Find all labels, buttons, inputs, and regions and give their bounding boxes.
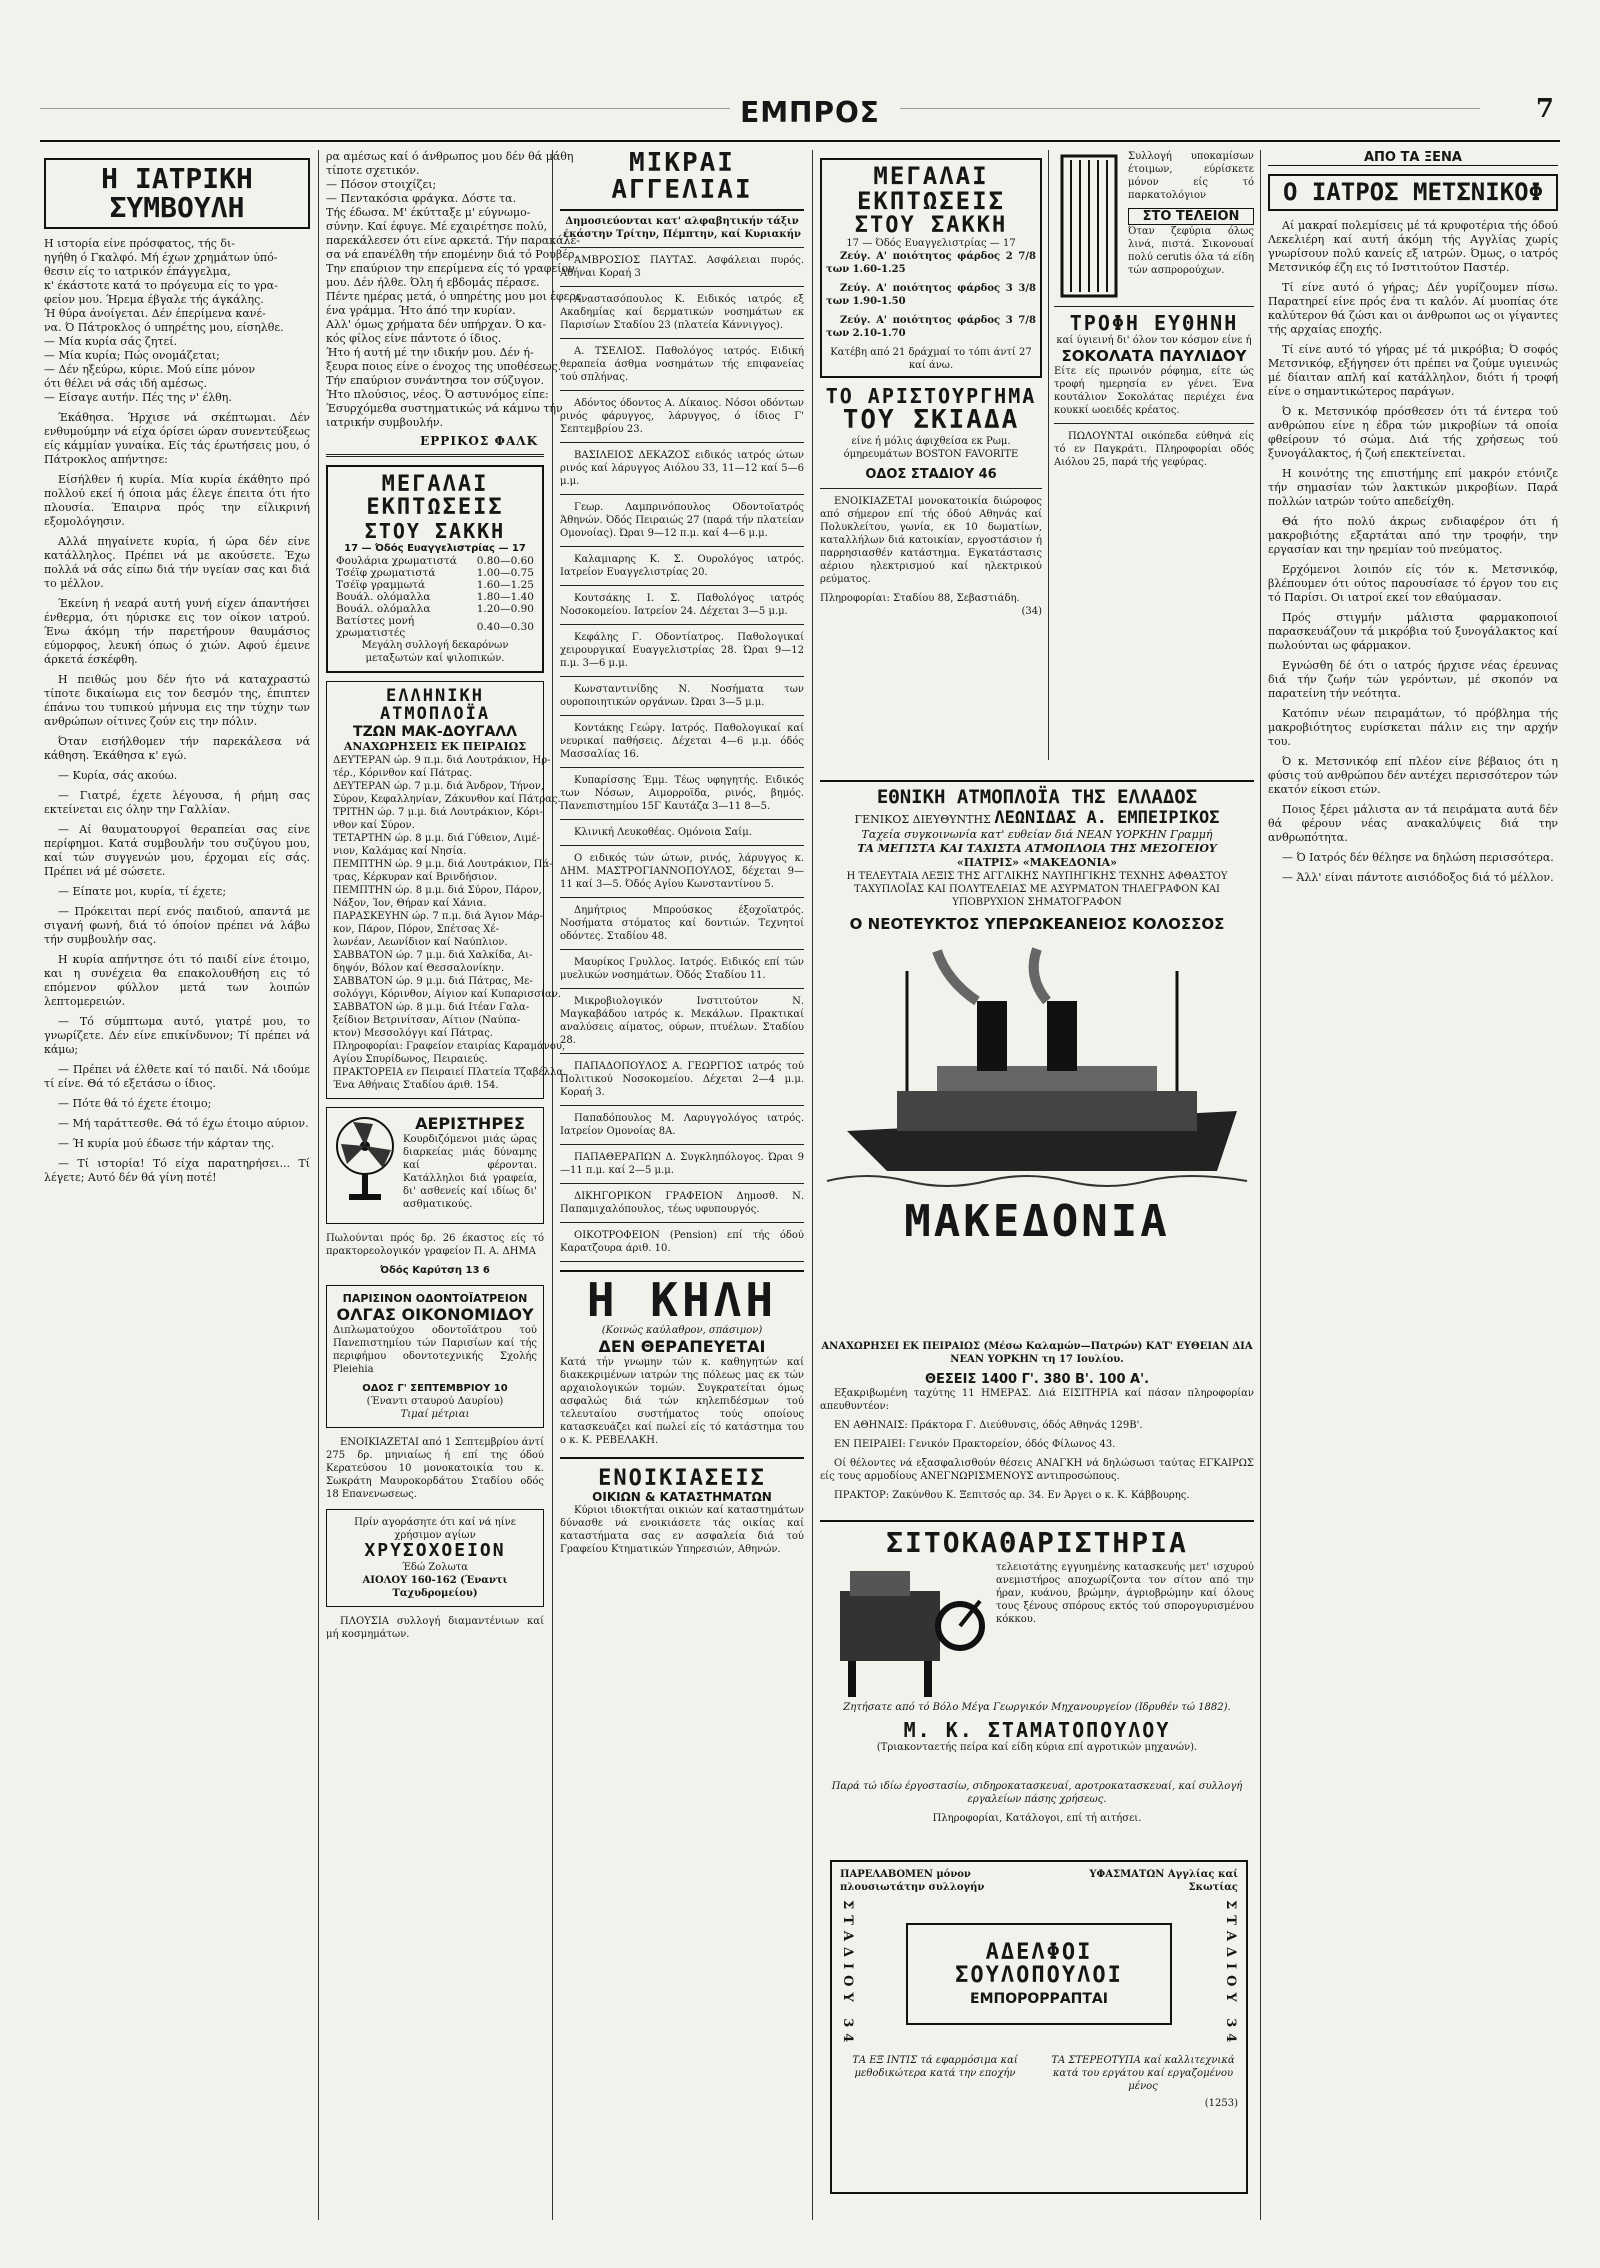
- newspaper-title: ΕΜΠΡΟΣ: [740, 96, 880, 129]
- schedule-line: ΤΡΙΤΗΝ ώρ. 7 μ.μ. διά Λουτράκιον, Κόρι-: [333, 806, 543, 818]
- classified-ad: ΟΙΚΟΤΡΟΦΕΙΟΝ (Pension) επί τής όδού Καρατζουρα άριθ. 10.: [560, 1229, 804, 1254]
- text-line: — Μία κυρία; Πώς ονομάζεται;: [44, 348, 220, 362]
- schedule-line: τρας, Κέρκυραν καί Βρινδήσιον.: [333, 871, 498, 883]
- medical-advice-heading: Η ΙΑΤΡΙΚΗ ΣΥΜΒΟΥΛΗ: [101, 162, 253, 225]
- hernia-ad-cure: ΔΕΝ ΘΕΡΑΠΕΥΕΤΑΙ: [598, 1336, 766, 1356]
- paragraph: — Άλλ' είναι πάντοτε αισιόδοξος διά τό μέλλον.: [1282, 871, 1554, 885]
- masthead: [40, 96, 1560, 142]
- text-line: φείον μου. Ήρεμα έβγαλε τής άγκάλης.: [44, 292, 264, 306]
- column-rule: [812, 150, 813, 2220]
- hernia-ad: [560, 1270, 804, 1459]
- text-line: Αλλ' όμως χρήματα δέν υπήρχαν. Ό κα-: [326, 318, 547, 331]
- schedule-line: κτον) Μεσσολόγγι καί Πάτρας.: [333, 1027, 493, 1039]
- classifieds-intro: Δημοσιεύονται κατ' αλφαβητικήν τάξιν έκάστην Τρίτην, Πέμπτην, καί Κυριακήν: [563, 215, 801, 240]
- fan-ad: [326, 1107, 544, 1224]
- masthead-rule-right: [900, 108, 1480, 109]
- steamship-detail: ΕΝ ΠΕΙΡΑΙΕΙ: Γενικόν Πρακτορείον, όδός Φίλωνος 43.: [834, 1439, 1116, 1450]
- schedule-line: σολόγγι, Κόρινθον, Αίγιον καί Κυπαρισσίαν.: [333, 988, 561, 1000]
- schedule-line: ΠΕΜΠΤΗΝ ώρ. 8 μ.μ. διά Σύρον, Πάρον,: [333, 884, 542, 896]
- classified-ad: Κουτσάκης Ι. Σ. Παθολόγος ιατρός Νοσοκομείου. Ιατρείον 24. Δέχεται 3—5 μ.μ.: [560, 592, 804, 617]
- column-two: [326, 150, 582, 2220]
- tailors-number: (1253): [1204, 2098, 1238, 2110]
- text-line: Την επαύριον την επερίμενα είς τό γραφείον: [326, 262, 575, 275]
- hernia-ad-text: Κατά τήν γνωμην τών κ. καθηγητών καί διακεκριμένων ιατρών της πόλεως μας εκ τών αρχαιολογικών τομών. Συγκρατείται όμως ασφαλώς διά τών κηλεπιδέσμων τού τελευταίου συστήματος τούς οποίους κατασκευάζει καί πωλεί είς τό κατάστημα του ο κ. Κ. ΡΕΒΕΛΑΚΗ.: [560, 1356, 804, 1446]
- schedule-line: Νάξον, Ίον, Θήραν καί Χάνια.: [333, 897, 487, 909]
- skiadas-title-2: ΤΟΥ ΣΚΙΑΔΑ: [842, 405, 1020, 436]
- price-item-price: 1.20—0.90: [476, 603, 534, 616]
- divider: [560, 1105, 804, 1106]
- classified-ad: Καλαμιαρης Κ. Σ. Ουρολόγος ιατρός. Ιατρείον Ευαγγελιστρίας 20.: [560, 553, 804, 578]
- text-line: σύνην. Καί έφυγε. Μέ εχαιρέτησε πολύ,: [326, 220, 548, 233]
- text-line: — Δέν ηξεύρω, κύριε. Μού είπε μόνον: [44, 362, 256, 376]
- tailors-name-box: [906, 1923, 1172, 2025]
- divider: [560, 546, 804, 547]
- house-rent-ad: ΕΝΟΙΚΙΑΖΕΤΑΙ μονοκατοικία διώροφος από σήμερον επί τής όδού Αθηνάς καί Πολυκλείτου, γωνία, εκ 10 δωματίων, καταλλήλων διά κατοικίαν, εργοστάσιον ή παρρησιασθέν κατάστημα. Εγκατάστασις αέριου ηλεκτρισμού καί ηλεκτρικού ρεύματος.: [820, 495, 1042, 585]
- steamship-line-1: ΤΑ ΜΕΓΙΣΤΑ ΚΑΙ ΤΑΧΙΣΤΑ ΑΤΜΟΠΛΟΙΑ ΤΗΣ ΜΕΣΟΓΕΙΟΥ: [857, 841, 1217, 855]
- schedule-line: Ένα Αθήναις Σταδίου άριθ. 154.: [333, 1079, 499, 1091]
- paragraph: Όταν εισήλθομεν τήν παρεκάλεσα νά κάθηση. Έκάθησα κ' εγώ.: [44, 734, 310, 762]
- classified-ad: Κεφάλης Γ. Οδοντίατρος. Παθολογικαί χειρουργικαί Ευαγγελιστρίας 28. Ώραι 9—12 π.μ. 3—6 μ.μ.: [560, 631, 804, 669]
- schedule-line: τέρ., Κόρινθον καί Πάτρας.: [333, 767, 473, 779]
- medical-advice-body: [44, 411, 310, 1185]
- price-item-name: Βατίστες μονή χρωματιστές: [336, 615, 415, 640]
- grain-cleaner-name: Μ. Κ. ΣΤΑΜΑΤΟΠΟΥΛΟΥ: [903, 1718, 1171, 1743]
- classified-ad: Κυπαρίσσης Έμμ. Τέως υφηγητής. Ειδικός των Νόσων, Αιμορροϊδα, ρινός, βημός. Πανεπιστημίου 15Γ Καυτάζα 3—11 8—5.: [560, 774, 804, 812]
- price-row: [334, 615, 536, 639]
- paragraph: Είσήλθεν ή κυρία. Μία κυρία έκάθητο πρό πολλού εκεί ή όποια μάς έλεγε έπειτα ότι ήτο πλουσία. Έπαιρνα πρός την είλικρινή εξομολόγησιν.: [44, 472, 310, 528]
- ship-illustration: [827, 941, 1247, 1191]
- national-steamship-ad: [820, 780, 1254, 1348]
- steamship-ships: «ΠΑΤΡΙΣ» «ΜΑΚΕΔΟΝΙΑ»: [956, 855, 1118, 869]
- dental-ad-address: ΟΔΟΣ Γ' ΣΕΠΤΕΜΒΡΙΟΥ 10: [362, 1382, 508, 1394]
- text-line: — Είσαγε αυτήν. Πές της ν' έλθη.: [44, 390, 232, 404]
- divider: [560, 1222, 804, 1223]
- sakkis-sale-footer-2: Κατέβη από 21 δράχμαί το τόπι άντί 27 καί άνω.: [830, 347, 1032, 372]
- steamship-departure: ΑΝΑΧΩΡΗΣΕΙ ΕΚ ΠΕΙΡΑΙΩΣ (Μέσω Καλαμών—Πατρών) ΚΑΤ' ΕΥΘΕΙΑΝ ΔΙΑ ΝΕΑΝ ΥΟΡΚΗΝ τη 17 Ιουλίου.: [821, 1341, 1253, 1365]
- column-medical-advice: [44, 150, 310, 2220]
- text-line: θεσιν είς το ιατρικόν έπάγγελμα,: [44, 264, 231, 278]
- sakkis-sale-items-2: [826, 250, 1036, 340]
- steamship-title: ΕΘΝΙΚΗ ΑΤΜΟΠΛΟΪΑ ΤΗΣ ΕΛΛΑΔΟΣ: [876, 786, 1198, 808]
- price-item-price: 1.00—0.75: [476, 567, 534, 580]
- dental-ad: [326, 1285, 544, 1428]
- sale-item: Ζεύγ. Α' ποιότητος φάρδος 2 7/8 των 1.60-1.25: [826, 251, 1036, 276]
- price-row: [334, 603, 536, 615]
- paragraph: Η πειθώς μου δέν ήτο νά καταχραστώ τίποτε δικαίωμα εις τον δεσμόν της, έπιπτεν έπάνω του τυπικού μήνυμα εις την τύχην των ανθρώπων οίτινες ζούν εις την πόλιν.: [44, 672, 310, 728]
- greek-steamship-title: ΕΛΛΗΝΙΚΗ ΑΤΜΟΠΛΟΪΑ: [379, 686, 491, 725]
- divider: [560, 897, 804, 898]
- paragraph: Ερχόμενοι λοιπόν είς τόν κ. Μετσνικόφ, βλέπουμεν ότι ούτος παρουσίασε τό έργον του εις τό Παρίσι. Οι ιατροί εκεί τον εθαύμασαν.: [1268, 563, 1558, 605]
- paragraph: Η κοινότης της επιστήμης επί μακρόν ετόνιζε τήν σημασίαν τών λακτικών μικροβίων. Παρά πολλών ιατρών τούτο απεδείχθη.: [1268, 467, 1558, 509]
- greek-steamship-intro: ΑΝΑΧΩΡΗΣΕΙΣ ΕΚ ΠΕΙΡΑΙΩΣ: [343, 739, 527, 753]
- metchnikoff-article: [1268, 219, 1558, 885]
- classified-ad: Κλινική Λευκοθέας. Ομόνοια Σαίμ.: [574, 826, 752, 838]
- sale-item: Ζεύγ. Α' ποιότητος φάρδος 3 7/8 των 2.10-1.70: [826, 315, 1036, 340]
- schedule-line: Αγίου Σπυρίδωνος, Πειραιεύς.: [333, 1053, 488, 1065]
- text-line: κός φίλος είνε πάντοτε ό ίδιος.: [326, 332, 502, 345]
- skiadas-address: ΟΔΟΣ ΣΤΑΔΙΟΥ 46: [865, 466, 997, 482]
- grain-cleaner-title: ΣΙΤΟΚΑΘΑΡΙΣΤΗΡΙΑ: [886, 1526, 1188, 1559]
- schedule-line: ΠΡΑΚΤΟΡΕΙΑ εν Πειραιεί Πλατεία Τζαβέλλα.: [333, 1066, 567, 1078]
- classifieds-heading: ΜΙΚΡΑΙ ΑΓΓΕΛΙΑΙ: [560, 150, 804, 211]
- jewelry-ad-line: Έδώ Ζολωτα: [401, 1561, 469, 1573]
- steamship-detail: Οί θέλοντες νά εξασφαλισθούν θέσεις ΑΝΑΓΚΗ νά δηλώσωσι ταύτας ΕΓΚΑΙΡΩΣ είς τους αρμοδίους ΑΝΕΓΝΩΡΙΣΜΕΝΟΥΣ αντιπροσώπους.: [820, 1458, 1254, 1482]
- price-item-name: Φουλάρια χρωματιστά: [336, 555, 457, 568]
- classified-ad: ΒΑΣΙΛΕΙΟΣ ΔΕΚΑΖΟΣ ειδικός ιατρός ώτων ρινός καί λάρυγγος Αιόλου 33, 11—12 καί 5—6 μ.μ.: [560, 449, 804, 487]
- paragraph: Αλλά πηγαίνετε κυρία, ή ώρα δέν είνε κατάλληλος. Πρέπει νά με ακούσετε. Έχω πολλά νά σάς είπω διά τήν υγείαν σας και διά το μέλλον.: [44, 534, 310, 590]
- steamship-details: [820, 1340, 1254, 1520]
- divider: [560, 1261, 804, 1262]
- schedule-line: νθον καί Σύρον.: [333, 819, 415, 831]
- schedule-line: νιον, Καλάμας καί Νησία.: [333, 845, 467, 857]
- greek-steamship-schedule: [333, 754, 567, 1092]
- text-line: ιατρικήν συμβουλήν.: [326, 416, 444, 429]
- price-item-name: Τσέϊφ χρωματιστά: [336, 567, 436, 580]
- price-row: [334, 579, 536, 591]
- text-line: ρα αμέσως καί ό άνθρωπος μου δέν θά μάθη: [326, 150, 574, 163]
- paragraph: Έκείνη ή νεαρά αυτή γυνή είχεν άπαντήσει ένθερμα, ότι ηύρισκε εις τον οίκον ιατρού. Ένω άκόμη τήν παρετήρουν θαυμάσιος εύμορφος, λευκή όπως ό χιών. Αφού έμεινε άρκετά έσκέφθη.: [44, 596, 310, 666]
- steamship-detail: Εξακριβωμένη ταχύτης 11 ΗΜΕΡΑΣ. Διά ΕΙΣΙΤΗΡΙΑ καί πάσαν πληροφορίαν απευθυντέον:: [820, 1388, 1254, 1412]
- classified-ad: Παπαδόπουλος Μ. Λαρυγγολόγος ιατρός. Ιατρείον Ομονοίας 8Α.: [560, 1112, 804, 1137]
- sakkis-sale-title-2: ΜΕΓΑΛΑΙ ΕΚΠΤΩΣΕΙΣ: [856, 162, 1006, 216]
- column-rule: [318, 150, 319, 2220]
- text-line: παρεκάλεσεν ότι είνε αρκετά. Τήν παρακάλε-: [326, 234, 580, 247]
- steamship-detail-lines: [820, 1387, 1254, 1502]
- divider: [820, 488, 1042, 489]
- steamship-colossus: Ο ΝΕΟΤΕΥΚΤΟΣ ΥΠΕΡΩΚΕΑΝΕΙΟΣ ΚΟΛΟΣΣΟΣ: [849, 914, 1225, 933]
- tailors-bottom-right: ΤΑ ΣΤΕΡΕΟΤΥΠΑ καί καλλιτεχνικά κατά του εργάτου καί εργαζομένου μένος: [1051, 2055, 1235, 2093]
- grain-cleaner-ad: [820, 1520, 1254, 1788]
- price-item-price: 1.60—1.25: [476, 579, 534, 592]
- schedule-line: δηψόν, Βόλον καί Θεσσαλονίκην.: [333, 962, 505, 974]
- steamship-director-line: [820, 808, 1254, 828]
- house-rent-contact: Πληροφορίαι: Σταδίου 88, Σεβαστιάδη.: [820, 592, 1020, 604]
- teleion-text-1: Συλλογή υποκαμίσων έτοιμων, εύρίσκετε μόνον είς τό παρκατολόγιον: [1128, 151, 1254, 201]
- tailors-right-heading: ΥΦΑΣΜΑΤΩΝ Αγγλίας καί Σκωτίας: [1089, 1869, 1238, 1893]
- paragraph: — Είπατε μοι, κυρία, τί έχετε;: [58, 884, 227, 898]
- price-item-name: Βουάλ. ολόμαλλα: [336, 591, 431, 604]
- text-line: Ή θύρα άνοίγεται. Δέν έπερίμενα κανέ-: [44, 306, 266, 320]
- steamship-director: ΛΕΩΝΙΔΑΣ Α. ΕΜΠΕΙΡΙΚΟΣ: [994, 807, 1220, 828]
- column-rule: [1048, 150, 1049, 760]
- sakkis-sale-footer: Μεγάλη συλλογή δεκαρόνων μεταξωτών καί ψιλοπικών.: [361, 640, 509, 665]
- hernia-ad-title: Η ΚΗΛΗ: [586, 1272, 778, 1327]
- steamship-service: Ταχεία συγκοινωνία κατ' ευθείαν διά ΝΕΑΝ ΥΟΡΚΗΝ Γραμμή: [861, 827, 1213, 841]
- schedule-line: ΣΑΒΒΑΤΟΝ ώρ. 8 μ.μ. διά Ιτέαν Γαλα-: [333, 1001, 530, 1013]
- greek-steamship-subtitle: ΤΖΩΝ ΜΑΚ-ΔΟΥΓΑΛΛ: [353, 723, 517, 740]
- jewelry-footer: ΠΛΟΥΣΙΑ συλλογή διαμαντένιων καί μή κοσμημάτων.: [326, 1615, 544, 1640]
- paragraph: — Μή ταράττεσθε. Θά τό έχω έτοιμο αύριον.: [58, 1116, 309, 1130]
- grain-cleaner-text: τελειοτάτης εγγυημένης κατασκευής μετ' ισχυρού ανεμιστήρος αποχωρίζοντα τον σίτον από την ήραν, κυάνου, βρώμην, άγριοβρώμην καί όλους τους ξένους σπόρους εκτός τού σπορογυρισμένου κόκκου.: [996, 1562, 1254, 1626]
- price-row: [334, 567, 536, 579]
- divider: [560, 988, 804, 989]
- paragraph: Ποιος ξέρει μάλιστα αν τά πειράματα αυτά δέν θά φέρουν νέας ανακαλύψεις διά την ανθρωπότητα.: [1268, 803, 1558, 845]
- column-rule: [552, 150, 553, 2220]
- schedule-line: ΤΕΤΑΡΤΗΝ ώρ. 8 μ.μ. διά Γύθειον, Λιμέ-: [333, 832, 541, 844]
- divider: [560, 819, 804, 820]
- teleion-text-2: Όταν ζεφύρια όλως λινά, πιστά. Σικονουαί πολύ cerutis όλα τά είδη τών ασπρορούχων.: [1128, 226, 1254, 276]
- sakkis-sale-ad: [326, 465, 544, 673]
- classified-ad: Α. ΤΣΕΛΙΟΣ. Παθολόγος ιατρός. Ειδική θεραπεία άσθμα νοσημάτων τής επιφανείας τού σπλήνας.: [560, 345, 804, 383]
- dental-ad-text: Διπλωματούχου οδοντοϊάτρου τού Πανεπιστημίου τών Παρισίων καί τής περιφήμου οδοντοτεχνικής Σχολής Pleiehia: [333, 1324, 537, 1375]
- classified-ad: ΠΑΠΑΔΟΠΟΥΛΟΣ Α. ΓΕΩΡΓΙΟΣ ιατρός τού Πολιτικού Νοσοκομείου. Δέχεται 2—4 μ.μ. Κοραή 3.: [560, 1060, 804, 1098]
- house-rent-number: (34): [1021, 605, 1042, 617]
- classified-ad: Μικροβιολογικόν Ινστιτούτον Ν. Μαγκαβάδου ιατρός κ. Μεκάλων. Πρακτικαί αναλύσεις αίματος, ούρων, πτυέλων. Σταδίου 28.: [560, 995, 804, 1046]
- rentals-text: Κύριοι ιδιοκτήται οικιών καί καταστημάτων δύνασθε νά ενοικιάσετε τάς οικίας καί καταστήματα σας εν ασφαλεία διά τού Γραφείου Κτηματικών Υπηρεσιών, Αθηνών.: [560, 1504, 804, 1555]
- divider: [1054, 423, 1254, 424]
- fan-ad-text: Κουρδιζόμενοι μιάς ώρας διαρκείας μιάς δύναμης καί φέρονται. Κατάλληλοι διά γραφεία, δι' ασθενείς καί ιδίως δι' ασθματικούς.: [403, 1133, 537, 1210]
- sakkis-sale-subtitle-2: ΣΤΟΥ ΣΑΚΚΗ: [854, 213, 1008, 239]
- schedule-line: ΠΕΜΠΤΗΝ ώρ. 9 μ.μ. διά Λουτράκιον, Πά-: [333, 858, 553, 870]
- divider: [560, 286, 804, 287]
- text-line: να. Ό Πάτροκλος ό υπηρέτης μου, είσηλθε.: [44, 320, 284, 334]
- text-line: — Μία κυρία σάς ζητεί.: [44, 334, 178, 348]
- jewelry-ad-address: ΑΙΟΛΟΥ 160-162 (Έναντι Ταχυδρομείου): [362, 1574, 508, 1599]
- paragraph: — Ό Ιατρός δέν θέλησε να δηλώση περισσότερα.: [1282, 851, 1554, 865]
- divider: [560, 767, 804, 768]
- price-item-name: Βουάλ. ολόμαλλα: [336, 603, 431, 616]
- divider: [560, 247, 804, 248]
- divider: [560, 338, 804, 339]
- story-continuation: [326, 150, 582, 430]
- sakkis-sale-address-2: 17 — Όδός Ευαγγελιστρίας — 17: [846, 238, 1016, 250]
- paragraph: — Κυρία, σάς ακούω.: [58, 768, 178, 782]
- skiadas-text: είνε ή μόλις άφιχθείσα εκ Ρωμ. όμηρευμάτων BOSTON FAVORITE: [843, 435, 1019, 460]
- sakkis-sale-title: ΜΕΓΑΛΑΙ ΕΚΠΤΩΣΕΙΣ: [366, 472, 504, 521]
- text-line: τίποτε σχετικόν.: [326, 164, 420, 177]
- classified-ad: ΔΙΚΗΓΟΡΙΚΟΝ ΓΡΑΦΕΙΟΝ Δημοσθ. Ν. Παπαμιχαλόπουλος, τέως υφυπουργός.: [560, 1190, 804, 1215]
- classifieds-list: [560, 254, 804, 1262]
- hernia-ad-sub: (Κοινώς καύλαθρον, σπάσιμον): [601, 1324, 763, 1336]
- sakkis-sale-address: 17 — Όδός Ευαγγελιστρίας — 17: [344, 543, 526, 555]
- divider: [1054, 306, 1254, 307]
- column-four-left: [820, 150, 1042, 770]
- classified-ad: ΑΜΒΡΟΣΙΟΣ ΠΑΥΤΑΣ. Ασφάλειαι πυρός. Αθήναι Κοραή 3: [560, 254, 804, 279]
- paragraph: — Γιατρέ, έχετε λέγουσα, ή ρήμη σας εκτείνεται εις όλην την Γαλλίαν.: [44, 788, 310, 816]
- classified-ad: Αναστασόπουλος Κ. Ειδικός ιατρός εξ Ακαδημίας καί δερματικών νοσημάτων εκ Παρισίων Σταδίου 23 (πλατεία Κάννιγγος).: [560, 293, 804, 331]
- text-line: Η ιστορία είνε πρόσφατος, τής δι-: [44, 236, 236, 250]
- price-item-price: 0.40—0.30: [476, 621, 534, 634]
- rentals-sub: ΟΙΚΙΩΝ & ΚΑΤΑΣΤΗΜΑΤΩΝ: [592, 1489, 772, 1504]
- paragraph: — Πότε θά τό έχετε έτοιμο;: [58, 1096, 212, 1110]
- divider: [560, 1144, 804, 1145]
- paragraph: — Τό σύμπτωμα αυτό, γιατρέ μου, το γνωρίζετε. Δέν είνε επικίνδυνον; Τί πρέπει νά κάμω;: [44, 1014, 310, 1056]
- price-item-price: 0.80—0.60: [476, 555, 534, 568]
- text-line: κ' έκάστοτε κατά το πρόγευμα είς το γρα-: [44, 278, 278, 292]
- paragraph: — Αί θαυματουργοί θεραπείαι σας είνε περίφημοι. Κατά συμβουλήν του συζύγου μου, καί τών συγγενών μου, έρχομαι είς σάς. Πρέπει νά μέ σώσετε.: [44, 822, 310, 878]
- classified-ad: Αδόντος όδοντος Α. Δίκαιος. Νόσοι οδόντων ρινός φάρυγγος, λάρυγγος, ό ίδιος Γ' Σεπτεμβρίου 23.: [560, 397, 804, 435]
- fan-ad-address: Όδός Καρύτση 13 6: [380, 1264, 490, 1276]
- fan-ad-title: ΑΕΡΙΣΤΗΡΕΣ: [415, 1113, 525, 1133]
- divider: [560, 442, 804, 443]
- dental-ad-extra: (Έναντι σταυρού Δαυρίου): [366, 1395, 504, 1407]
- jewelry-ad-small: Πρίν αγοράσητε ότι καί νά ηίνε χρήσιμον αγίων: [354, 1516, 516, 1541]
- classified-ad: ΠΑΠΑΘΕΡΑΠΩΝ Δ. Συγκληπόλογος. Ώραι 9—11 π.μ. καί 2—5 μ.μ.: [560, 1151, 804, 1176]
- story-signature: ΕΡΡΙΚΟΣ ΦΑΛΚ: [420, 434, 538, 448]
- jewelry-ad-title: ΧΡΥΣΟΧΟΕΙΟΝ: [364, 1539, 506, 1561]
- sakkis-price-table: [334, 555, 536, 639]
- text-line: Ήτο πλούσιος, νέος. Ό αστυνόμος είπε:: [326, 388, 549, 401]
- paragraph: Κατόπιν νέων πειραμάτων, τό πρόβλημα τής μακροβιότητος ευρίσκεται πάλιν εις την αρχήν του.: [1268, 707, 1558, 749]
- divider: [560, 624, 804, 625]
- schedule-line: λωνέαν, Λεωνίδιον καί Ναύπλιον.: [333, 936, 508, 948]
- steamship-classes: ΘΕΣΕΙΣ 1400 Γ'. 380 Β'. 100 Α'.: [924, 1372, 1150, 1387]
- foreign-news-kicker: ΑΠΟ ΤΑ ΞΕΝΑ: [1268, 150, 1558, 166]
- tailors-side-right: ΣΤΑΔΙΟΥ 34: [1223, 1900, 1238, 2049]
- divider: [560, 1053, 804, 1054]
- paragraph: — Τί ιστορία! Τό είχα παρατηρήσει... Τί λέγετε; Αυτό δέν θά γίνη ποτέ!: [44, 1156, 310, 1184]
- tailors-ad: [830, 1860, 1248, 2194]
- rentals-title: ΕΝΟΙΚΙΑΣΕΙΣ: [598, 1465, 766, 1491]
- steamship-detail: ΕΝ ΑΘΗΝΑΙΣ: Πράκτορα Γ. Διεύθυνσις, όδός Αθηνάς 129Β'.: [834, 1420, 1143, 1431]
- jewelry-ad: [326, 1509, 544, 1607]
- steamship-director-label: ΓΕΝΙΚΟΣ ΔΙΕΥΘΥΝΤΗΣ: [854, 812, 991, 826]
- schedule-line: ΣΑΒΒΑΤΟΝ ώρ. 9 μ.μ. διά Πάτρας, Με-: [333, 975, 533, 987]
- dental-ad-note: Τιμαί μέτριαι: [400, 1408, 470, 1420]
- metchnikoff-heading-box: [1268, 174, 1558, 211]
- divider: [560, 494, 804, 495]
- divider: [560, 1183, 804, 1184]
- skiadas-title-1: ΤΟ ΑΡΙΣΤΟΥΡΓΗΜΑ: [825, 384, 1037, 409]
- classified-ad: Κοντάκης Γεώργ. Ιατρός. Παθολογικαί καί νευρικαί παθήσεις. Δέχεται 4—6 μ.μ. όδός Μασσαλίας 16.: [560, 722, 804, 760]
- steamship-line-2: Η ΤΕΛΕΥΤΑΙΑ ΛΕΞΙΣ ΤΗΣ ΑΓΓΛΙΚΗΣ ΝΑΥΠΗΓΙΚΗΣ ΤΕΧΝΗΣ ΑΦΘΑΣΤΟΥ ΤΑΧΥΠΛΟΪΑΣ ΚΑΙ ΠΟΛΥΤΕΛΕΙΑΣ ΜΕ ΑΣΥΡΜΑΤΟΝ ΤΗΛΕΓΡΑΦΟΝ ΚΑΙ ΥΠΟΒΡΥΧΙΟΝ ΣΗΜΑΤΟΓΡΑΦΟΝ: [846, 870, 1228, 908]
- column-rule: [1260, 150, 1261, 2220]
- sakkis-sale-ad-2: [820, 158, 1042, 378]
- grain-cleaner-sub: (Τριακονταετής πείρα καί είδη κύρια επί αγροτικών μηχανών).: [876, 1742, 1198, 1754]
- steamship-detail: ΠΡΑΚΤΟΡ: Ζακύνθου Κ. Ξεπιτσός αρ. 34. Εν Άργει ο κ. Κ. Κάββουρης.: [834, 1490, 1190, 1501]
- sakkis-sale-subtitle: ΣΤΟΥ ΣΑΚΚΗ: [364, 519, 506, 544]
- divider: [560, 390, 804, 391]
- text-line: ότι θέλει νά σάς ιδή αμέσως.: [44, 376, 207, 390]
- masthead-rule-left: [40, 108, 730, 109]
- price-item-name: Τσέϊφ γραμμωτά: [336, 579, 426, 592]
- teleion-ad: [1054, 150, 1254, 300]
- divider: [560, 949, 804, 950]
- dental-ad-name: ΟΛΓΑΣ ΟΙΚΟΝΟΜΙΔΟΥ: [336, 1304, 534, 1324]
- text-line: ηγήθη ό Γκαλφό. Μή έχων χρημάτων ύπό-: [44, 250, 278, 264]
- land-sale-ad: ΠΩΛΟΥΝΤΑΙ οικόπεδα εύθηνά είς τό εν Παγκράτι. Πληροφορίαι οδός Αιόλου 25, παρά τής γεφύρας.: [1054, 431, 1254, 468]
- text-line: σα νά επανέλθη τήν επομένην διά τό Ρουβέρ.: [326, 248, 578, 261]
- text-line: ξευρα ποιος είνε ο ένοχος της υποθέσεως.: [326, 360, 562, 373]
- food-sub: καί ύγιεινή δι' όλον τον κόσμον είνε ή: [1056, 335, 1252, 346]
- food-product: ΣΟΚΟΛΑΤΑ ΠΑΥΛΙΔΟΥ: [1061, 347, 1247, 365]
- grain-cleaner-contact: Ζητήσατε από τό Βόλο Μέγα Γεωργικόν Μηχανουργείον (Ιδρυθέν τώ 1882).: [843, 1702, 1231, 1714]
- text-line: ένα γράμμα. Ήτο άπό την κυρίαν.: [326, 304, 516, 317]
- text-line: Ήτο ή αυτή μέ την ιδικήν μου. Δέν ή-: [326, 346, 534, 359]
- text-line: μου. Δέν ήλθε. Όλη ή εβδομάς πέρασε.: [326, 276, 540, 289]
- paragraph: Ό κ. Μετσνικόφ πρόσθεσεν ότι τά έντερα τού ανθρώπου είνε η έδρα τών μικροβίων τά οποία φθείρουν τό σώμα. Διά τής χρήσεως τού ξυνογάλακτος, ή ζωή επεκτείνεται.: [1268, 405, 1558, 461]
- rent-ad: ΕΝΟΙΚΙΑΖΕΤΑΙ από 1 Σεπτεμβρίου άντί 275 δρ. μηνιαίως ή επί της όδού Κερατεύσου 10 μονοκατοικία του κ. Σωκράτη Μαυροκορδάτου Σταδίου οδός 18 Επανενωσεως.: [326, 1436, 544, 1500]
- schedule-line: ξείδιον Βετρινίτσαν, Αίτιον (Ναύπα-: [333, 1014, 521, 1026]
- schedule-line: ΣΑΒΒΑΤΟΝ ώρ. 7 μ.μ. διά Χαλκίδα, Αι-: [333, 949, 533, 961]
- price-row: [334, 591, 536, 603]
- paragraph: Θά ήτο πολύ άκρως ενδιαφέρον ότι ή μακροβιότης εξαρτάται από την τροφήν, την εργασίαν και την ηρεμίαν τού πνεύματος.: [1268, 515, 1558, 557]
- food-text: Είτε είς πρωινόν ρόφημα, είτε ώς τροφή ημερησία εν γένει. Ένα κουτάλιον Σοκολάτας περιέχει ένα κουκκί ωοειδές κρέατος.: [1054, 366, 1254, 416]
- paragraph: Τί είνε αυτό ό γήρας; Δέν γυρίζουμεν πίσω. Παρατηρεί είνε πρός ένα τι καλόν. Αί μυοπίας ότε καλύτερον θά ζώσι και οι άνθρωποι ως οι γίγαντες τής αρχαίας εποχής.: [1268, 281, 1558, 337]
- classified-ad: Δημήτριος Μπρούσκος έξοχοϊατρός. Νοσήματα στόματος καί δοντιών. Τεχνητοί οδόντες. Σταδίου 48.: [560, 904, 804, 942]
- paragraph: Αί μακραί πολεμίσεις μέ τά κρυφοτέρια τής όδού Λεκελιέρη καί αυτή άκόμη τής Αγγλίας χωρίς γνωρίσουν πολύ κανείς εξ ιατρών. Όμως, ο ιατρός Μετσνικόφ έζη εις τό Ινστιτούτον Παστέρ.: [1268, 219, 1558, 275]
- text-line: Τήν επαύριον συνάντησα τον σύζυγον.: [326, 374, 544, 387]
- sale-item: Ζεύγ. Α' ποιότητος φάρδος 3 3/8 των 1.90-1.50: [826, 283, 1036, 308]
- medical-advice-heading-box: [44, 158, 310, 229]
- paragraph: Εγνώσθη δέ ότι ο ιατρός ήρχισε νέας έρευνας διά τήν ζωήν τών γερόντων, μέ σκοπόν να παρατείνη τήν νεότητα.: [1268, 659, 1558, 701]
- column-classifieds: [560, 150, 804, 2220]
- medical-advice-lead: [44, 237, 310, 405]
- paragraph: Τί είνε αυτό τό γήρας μέ τά μικρόβια; Ό σοφός Μετσνικόφ, εξήγησεν ότι πρέπει να ζούμε υγιεινώς μέ δίαιταν απλή καί κατάλληλον, διότι ή τροφή είνε ο σημαντικώτερος παράγων.: [1268, 343, 1558, 399]
- page-number: 7: [1535, 94, 1554, 124]
- paragraph: — Πρέπει νά έλθετε καί τό παιδί. Νά ιδούμε τί είνε. Θά τό εξετάσω ο ίδιος.: [44, 1062, 310, 1090]
- food-title: ΤΡΟΦΗ ΕΥΘΗΝΗ: [1069, 311, 1239, 335]
- schedule-line: ΠΑΡΑΣΚΕΥΗΝ ώρ. 7 π.μ. διά Άγιον Μάρ-: [333, 910, 544, 922]
- classified-ad: Μαυρίκος Γρυλλος. Ιατρός. Ειδικός επί τών μυελικών νοσημάτων. Όδός Σταδίου 11.: [560, 956, 804, 981]
- dental-ad-title: ΠΑΡΙΣΙΝΟΝ ΟΔΟΝΤΟΪΑΤΡΕΙΟΝ: [342, 1291, 528, 1305]
- schedule-line: Σύρον, Κεφαλληνίαν, Ζάκυνθον καί Πάτρας.: [333, 793, 561, 805]
- divider: [560, 845, 804, 846]
- grain-cleaner-more-text: Παρά τώ ιδίω έργοστασίω, σιδηροκατασκευαί, αροτροκατασκευαί, καί συλλογή εργαλείων πάσης χρήσεως.: [831, 1781, 1243, 1805]
- tailors-left-heading: ΠΑΡΕΛΑΒΟΜΕΝ μόνον πλουσιωτάτην συλλογήν: [840, 1869, 985, 1893]
- schedule-line: Πληροφορίαι: Γραφείον εταιρίας Καραμάνου,: [333, 1040, 566, 1052]
- price-row: [334, 555, 536, 567]
- tailors-side-left: ΣΤΑΔΙΟΥ 34: [840, 1900, 855, 2049]
- column-four-right: [1054, 150, 1254, 770]
- paragraph: — Ή κυρία μού έδωσε τήν κάρταν της.: [58, 1136, 275, 1150]
- text-line: — Πεντακόσια φράγκα. Δόστε τα.: [326, 192, 517, 205]
- text-line: Πέντε ημέρας μετά, ό υπηρέτης μου μοι έφερε: [326, 290, 582, 303]
- tailors-name: ΑΔΕΛΦΟΙ ΣΟΥΛΟΠΟΥΛΟΙ: [955, 1940, 1123, 1989]
- price-item-price: 1.80—1.40: [476, 591, 534, 604]
- divider: [560, 676, 804, 677]
- classified-ad: Ο ειδικός τών ώτων, ρινός, λάρυγγος κ. ΔΗΜ. ΜΑΣΤΡΟΓΙΑΝΝΟΠΟΥΛΟΣ, δέχεται 9—11 καί 3—5. Όδός Αγίου Κωνσταντίνου 5.: [560, 852, 804, 890]
- schedule-line: κον, Πάρον, Πόρον, Σπέτσας Χέ-: [333, 923, 499, 935]
- fan-icon: [333, 1114, 397, 1204]
- tailors-trade: ΕΜΠΟΡΟΡΡΑΠΤΑΙ: [970, 1991, 1108, 2008]
- grain-cleaner-illustration: [820, 1561, 990, 1701]
- classified-ad: Γεωρ. Λαμπρινόπουλος Οδοντοϊατρός Άθηνών. Όδός Πειραιώς 27 (παρά τήν πλατείαν Ομονοίας). Ώραι 9—12 π.μ. καί 4—6 μ.μ.: [560, 501, 804, 539]
- divider: [560, 585, 804, 586]
- steamship-name: ΜΑΚΕΔΟΝΙΑ: [904, 1195, 1170, 1247]
- metchnikoff-heading: Ο ΙΑΤΡΟΣ ΜΕΤΣΝΙΚΟΦ: [1282, 178, 1544, 206]
- text-line: — Πόσον στοιχίζει;: [326, 178, 437, 191]
- paragraph: Ό κ. Μετσνικόφ επί πλέον είνε βέβαιος ότι η φύσις τού ανθρώπου δέν αντέχει περισσότερον τών εκατόν είκοσι ετών.: [1268, 755, 1558, 797]
- text-line: Τής έδωσα. Μ' έκύτταξε μ' εύγνωμο-: [326, 206, 531, 219]
- greek-steamship-ad: [326, 681, 567, 1099]
- schedule-line: ΔΕΥΤΕΡΑΝ ώρ. 7 μ.μ. διά Άνδρον, Τήνον,: [333, 780, 544, 792]
- paragraph: — Πρόκειται περί ενός παιδιού, απαντά με σιγανή φωνή, διά τό όποίον πρέπει νά λάβω τήν συμβουλήν σας.: [44, 904, 310, 946]
- text-line: Έσυρχόμεθα συστηματικώς νά κάμνω τήν: [326, 402, 563, 415]
- teleion-name: ΣΤΟ ΤΕΛΕΙΟΝ: [1128, 208, 1254, 225]
- paragraph: Η κυρία απήντησε ότι τό παιδί είνε έτοιμο, και η συνέχεια θα επακολουθήση εις τό επόμενον φύλλον μετά των λοιπών λεπτομερειών.: [44, 952, 310, 1008]
- paragraph: Έκάθησα. Ήρχισε νά σκέπτωμαι. Δέν ενθυμούμην νά είχα όρίσει ώραν συνεντεύξεως είς κάμμίαν γυναίκα. Είς τάς έρωτήσεις μου, ό Πάτροκλος απήντησε:: [44, 410, 310, 466]
- grain-cleaner-info: Πληροφορίαι, Κατάλογοι, επί τή αιτήσει.: [932, 1813, 1142, 1824]
- column-metchnikoff: [1268, 150, 1558, 2220]
- schedule-line: ΔΕΥΤΕΡΑΝ ώρ. 9 π.μ. διά Λουτράκιον, Ηρ-: [333, 754, 551, 766]
- tailors-bottom-left: ΤΑ ΕΞ ΙΝΤΙΣ τά εφαρμόσιμα καί μεθοδικώτερα κατά την εποχήν: [852, 2055, 1018, 2080]
- paragraph: Πρός στιγμήν μάλιστα φαρμακοποιοί παρασκευάζουν τά μικρόβια τού ξυνογάλακτος καί πωλούνται ως φάρμακον.: [1268, 611, 1558, 653]
- classified-ad: Κωνσταντινίδης Ν. Νοσήματα των ουροποιητικών οργάνων. Ώραι 3—5 μ.μ.: [560, 683, 804, 708]
- fan-ad-price: Πωλούνται πρός δρ. 26 έκαστος είς τό πρακτορεολογικόν γραφείον Π. Α. ΔΗΜΑ: [326, 1232, 544, 1257]
- shirt-display-icon: [1054, 150, 1124, 300]
- divider: [326, 454, 544, 457]
- divider: [560, 715, 804, 716]
